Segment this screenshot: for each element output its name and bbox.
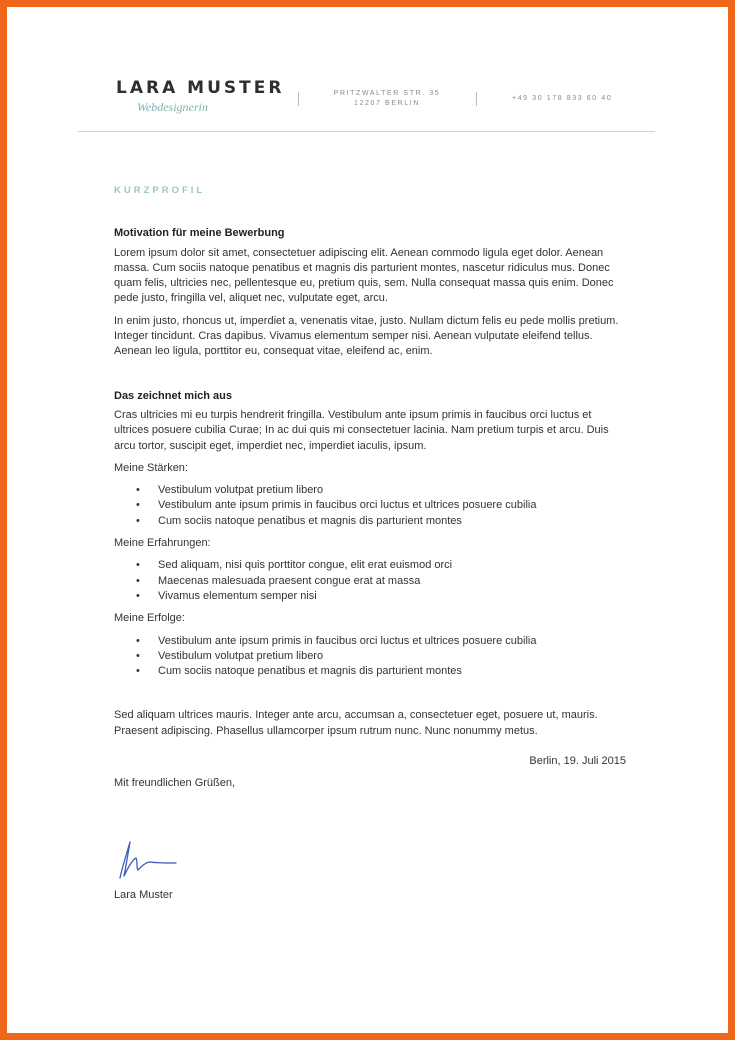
list-item [114,514,626,529]
successes-list [114,634,626,680]
profile-heading: Das zeichnet mich aus [114,389,232,402]
list-item-text: Cum sociis natoque penatibus et magnis dis parturient montes [158,514,462,527]
spacer [114,739,626,754]
list-item-text: Vestibulum ante ipsum primis in faucibus orci luctus et ultrices posuere cubilia [158,634,537,647]
list-item-text: Cum sociis natoque penatibus et magnis dis parturient montes [158,665,462,678]
bullet-icon: • [136,484,140,497]
letter-body [114,183,626,792]
list-item [114,634,626,649]
list-item [114,483,626,498]
header-rule [78,131,655,132]
experience-label: Meine Erfahrungen: [114,537,211,550]
header-divider [298,92,299,106]
signer-name: Lara Muster [114,889,173,901]
list-item-text: Maecenas malesuada praesent congue erat at massa [158,574,421,587]
strengths-list [114,483,626,529]
address-block [330,89,444,109]
list-item [114,558,626,573]
letter-date: Berlin, 19. Juli 2015 [529,755,626,768]
list-item [114,649,626,664]
successes-label: Meine Erfolge: [114,612,185,625]
profile-intro: Cras ultricies mi eu turpis hendrerit fringilla. Vestibulum ante ipsum primis in faucibus orci luctus et ultrices posuere cubilia Curae; In ac dui quis mi consectetuer lacinia. Nam pretium turpis et arcu. Duis arcu tortor, suscipit eget, imperdiet nec, imperdiet iaculis, ipsum. [114,408,609,452]
bullet-icon: • [136,514,140,527]
strengths-label: Meine Stärken: [114,461,188,474]
spacer [114,686,626,708]
bullet-icon: • [136,665,140,678]
list-item-text: Vestibulum volutpat pretium libero [158,484,324,497]
list-item-text: Vivamus elementum semper nisi [158,589,317,602]
applicant-role: Webdesignerin [137,100,208,114]
list-item [114,664,626,679]
bullet-icon: • [136,499,140,512]
applicant-name: LARA MUSTER [116,78,285,98]
motivation-paragraph-2: In enim justo, rhoncus ut, imperdiet a, venenatis vitae, justo. Nullam dictum felis eu pede mollis pretium. Integer tincidunt. Cras dapibus. Vivamus elementum semper nisi. Aenean vulputate eleifend tellus. Aenean leo ligula, porttitor eu, consequat vitae, eleifend ac, enim. [114,314,619,358]
bullet-icon: • [136,649,140,662]
address-city: 12207 BERLIN [354,100,420,107]
bullet-icon: • [136,589,140,602]
header-divider [476,92,477,106]
bullet-icon: • [136,634,140,647]
phone-number: +49 30 178 833 60 40 [512,95,613,102]
list-item [114,589,626,604]
motivation-paragraph-1: Lorem ipsum dolor sit amet, consectetuer adipiscing elit. Aenean commodo ligula eget dolor. Aenean massa. Cum sociis natoque penatibus et magnis dis parturient montes, nascetur ridiculus mus. Donec quam felis, ultricies nec, pellentesque eu, pretium quis, sem. Nulla consequat massa quis enim. Donec pede justo, fringilla vel, aliquet nec, vulputate eget, arcu. [114,246,614,305]
spacer [114,367,626,389]
address-street: PRITZWALTER STR. 35 [333,90,441,97]
greeting: Mit freundlichen Grüßen, [114,777,236,790]
experience-list [114,558,626,604]
list-item [114,498,626,513]
list-item-text: Vestibulum volutpat pretium libero [158,649,324,662]
bullet-icon: • [136,559,140,572]
closing-paragraph: Sed aliquam ultrices mauris. Integer ante arcu, accumsan a, consectetuer eget, posuere ut, mauris. Praesent adipiscing. Phasellus ullamcorper ipsum rutrum nunc. Nunc nonummy metus. [114,709,598,737]
list-item [114,574,626,589]
list-item-text: Sed aliquam, nisi quis porttitor congue, elit erat euismod orci [158,559,453,572]
bullet-icon: • [136,574,140,587]
list-item-text: Vestibulum ante ipsum primis in faucibus orci luctus et ultrices posuere cubilia [158,499,537,512]
motivation-heading: Motivation für meine Bewerbung [114,227,285,240]
section-title: KURZPROFIL [114,185,206,196]
signature-image [112,832,182,884]
